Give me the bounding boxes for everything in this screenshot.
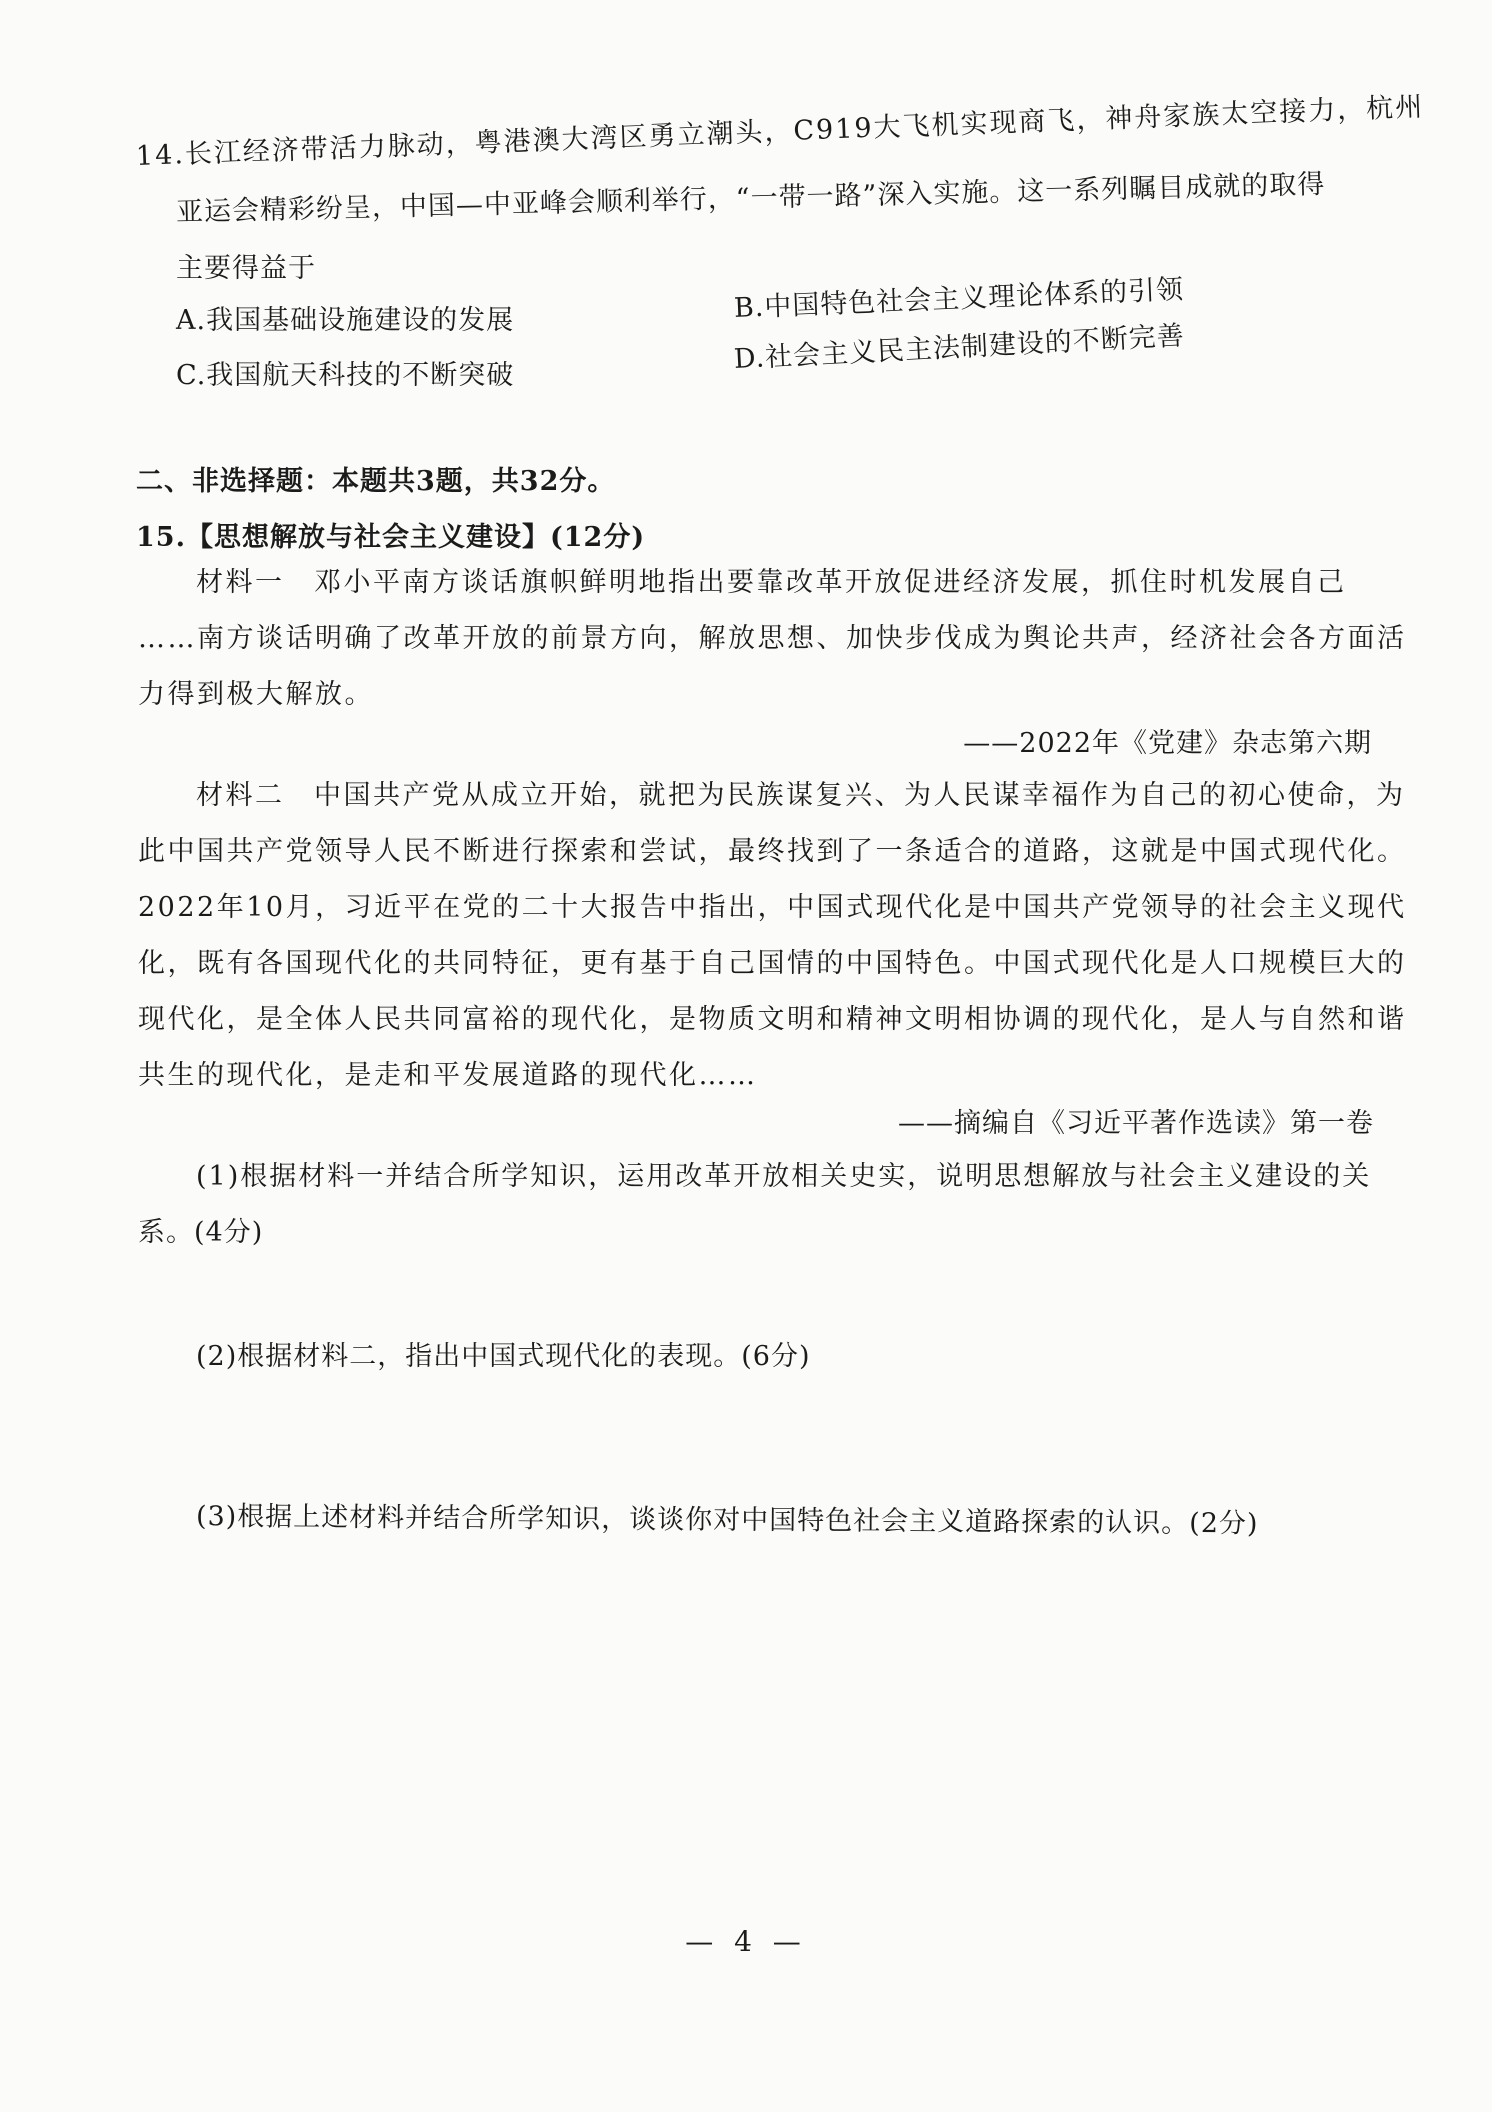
question-14-option-d: D.社会主义民主法制建设的不断完善: [733, 320, 1186, 375]
material-1-source: ——2022年《党建》杂志第六期: [963, 728, 1372, 759]
sub-question-3: (3)根据上述材料并结合所学知识，谈谈你对中国特色社会主义道路探索的认识。(2分): [195, 1501, 1259, 1540]
sub-question-1-line-2: 系。(4分): [138, 1217, 264, 1248]
material-2-source: ——摘编自《习近平著作选读》第一卷: [898, 1108, 1374, 1139]
question-14-option-b: B.中国特色社会主义理论体系的引领: [733, 274, 1185, 324]
material-1-line-1: 材料一 邓小平南方谈话旗帜鲜明地指出要靠改革开放促进经济发展，抓住时机发展自己: [196, 567, 1347, 598]
page-number: — 4 —: [685, 1925, 807, 1958]
material-1-line-3: 力得到极大解放。: [138, 679, 374, 710]
material-2-line-6: 共生的现代化，是走和平发展道路的现代化……: [138, 1060, 758, 1091]
material-1-line-2: ……南方谈话明确了改革开放的前景方向，解放思想、加快步伐成为舆论共声，经济社会各方面活: [138, 623, 1407, 654]
question-14-option-a: A.我国基础设施建设的发展: [176, 305, 515, 336]
question-14-stem-line-2: 亚运会精彩纷呈，中国—中亚峰会顺利举行，“一带一路”深入实施。这一系列瞩目成就的取得: [175, 168, 1326, 228]
sub-question-1-line-1: (1)根据材料一并结合所学知识，运用改革开放相关史实，说明思想解放与社会主义建设的关: [196, 1161, 1372, 1192]
material-2-line-5: 现代化，是全体人民共同富裕的现代化，是物质文明和精神文明相协调的现代化，是人与自然和谐: [138, 1004, 1407, 1035]
material-2-line-2: 此中国共产党领导人民不断进行探索和尝试，最终找到了一条适合的道路，这就是中国式现代化。: [138, 836, 1407, 867]
material-2-line-3: 2022年10月，习近平在党的二十大报告中指出，中国式现代化是中国共产党领导的社会主义现代: [138, 892, 1407, 923]
question-14-stem-line-3: 主要得益于: [176, 253, 316, 284]
sub-question-2: (2)根据材料二，指出中国式现代化的表现。(6分): [196, 1341, 811, 1372]
question-15-title: 15.【思想解放与社会主义建设】(12分): [136, 522, 646, 553]
material-2-line-1: 材料二 中国共产党从成立开始，就把为民族谋复兴、为人民谋幸福作为自己的初心使命，为: [196, 780, 1406, 811]
question-14-option-c: C.我国航天科技的不断突破: [176, 360, 515, 391]
material-2-line-4: 化，既有各国现代化的共同特征，更有基于自己国情的中国特色。中国式现代化是人口规模巨大的: [138, 948, 1407, 979]
question-14-stem-line-1: 14.长江经济带活力脉动，粤港澳大湾区勇立潮头，C919大飞机实现商飞，神舟家族太空接力，杭州: [135, 91, 1425, 172]
section-2-heading: 二、非选择题：本题共3题，共32分。: [136, 466, 616, 497]
